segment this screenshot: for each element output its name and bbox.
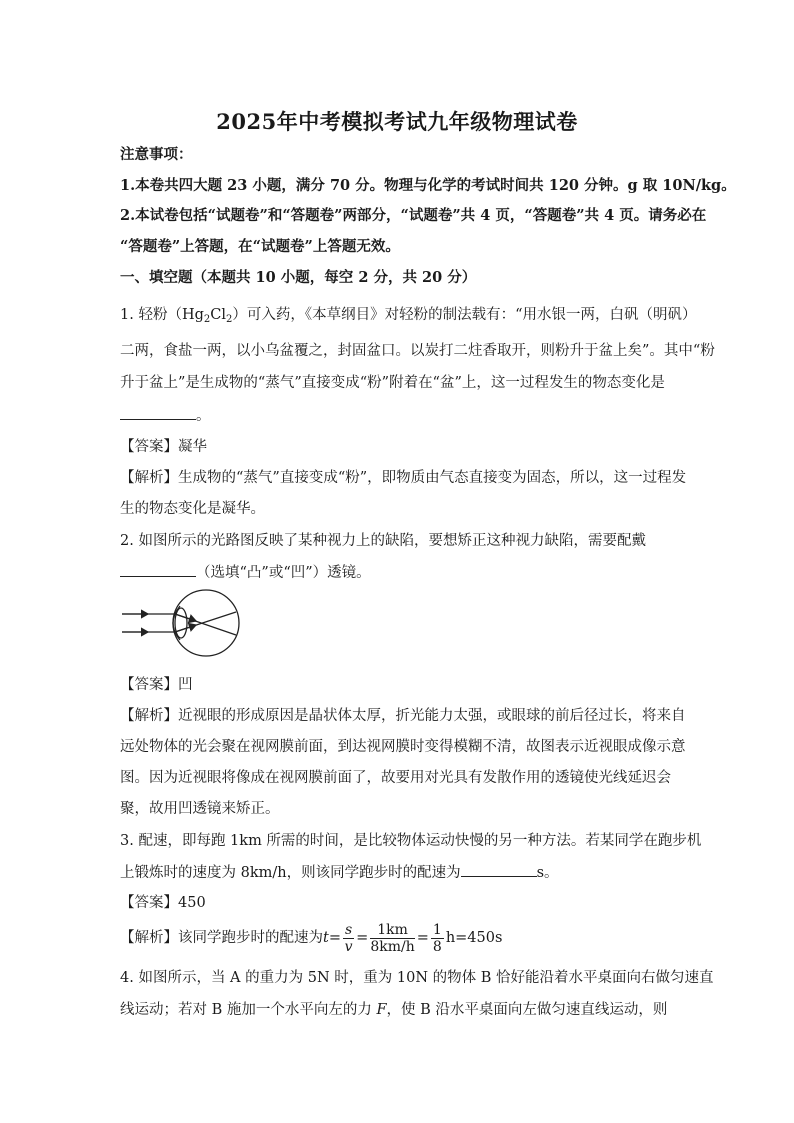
question-1-line-1 xyxy=(120,305,697,330)
notice-item-2a: 2.本试卷包括“试题卷”和“答题卷”两部分，“试题卷”共 4 页，“答题卷”共 4 页。请务必在 xyxy=(120,207,707,224)
cornea-shape xyxy=(173,606,180,640)
question-2-line-1: 2. 如图所示的光路图反映了某种视力上的缺陷，要想矫正这种视力缺陷，需要配戴 xyxy=(120,533,646,549)
question-3-line-2: 上锻炼时的速度为 8km/h，则该同学跑步时的配速为 s。 xyxy=(120,862,559,883)
answer-blank xyxy=(461,862,537,877)
page-title: 2025年中考模拟考试九年级物理试卷 xyxy=(216,109,578,134)
q1-suffix: ）可入药，《本草纲目》对轻粉的制法载有：“用水银一两，白矾（明矾） xyxy=(232,307,697,323)
question-2-line-2: （选填“凸”或“凹”）透镜。 xyxy=(120,562,371,583)
question-1-line-4: 。 xyxy=(120,405,211,426)
question-1-analysis-1: 【解析】生成物的“蒸气”直接变成“粉”，即物质由气态直接变为固态，所以，这一过程发 xyxy=(120,470,687,486)
question-1-line-3: 升于盆上”是生成物的“蒸气”直接变成“粉”附着在“盆”上，这一过程发生的物态变化是 xyxy=(120,375,665,391)
formula-one-eighth: $\frac{1}{8}$ xyxy=(432,921,442,955)
question-2-answer: 【答案】凹 xyxy=(120,677,193,693)
answer-blank xyxy=(120,562,196,577)
notice-item-2b: “答题卷”上答题，在“试题卷”上答题无效。 xyxy=(120,238,400,255)
formula-s-over-v: $\frac{s}{v}$ xyxy=(344,921,353,955)
question-4-line-2: 线运动；若对 B 施加一个水平向左的力 F，使 B 沿水平桌面向左做匀速直线运动，则 xyxy=(120,1002,668,1018)
question-3-analysis: 【解析】该同学跑步时的配速为t= $\frac{s}{v}$ = $\frac{1km}{8km/h}$ = $\frac{1}{8}$ h=450s xyxy=(120,921,503,955)
eye-ray-diagram xyxy=(118,585,268,665)
question-2-analysis-2: 远处物体的光会聚在视网膜前面，到达视网膜时变得模糊不清，故图表示近视眼成像示意 xyxy=(120,739,686,755)
q1-formula: $Hg_2Cl_2$ xyxy=(181,307,233,325)
question-2-analysis-1: 【解析】近视眼的形成原因是晶状体太厚，折光能力太强，或眼球的前后径过长，将来自 xyxy=(120,708,686,724)
lens-shape xyxy=(175,608,187,638)
q1-prefix: 1. 轻粉（ xyxy=(120,307,182,323)
formula-km-fraction: $\frac{1km}{8km/h}$ xyxy=(370,921,415,955)
notice-heading: 注意事项： xyxy=(120,146,193,163)
question-2-analysis-3: 图。因为近视眼将像成在视网膜前面了，故要用对光具有发散作用的透镜使光线延迟会 xyxy=(120,770,671,786)
question-1-answer: 【答案】凝华 xyxy=(120,439,207,455)
notice-item-1: 1.本卷共四大题 23 小题，满分 70 分。物理与化学的考试时间共 120 分钟。g 取 10N/kg。 xyxy=(120,177,736,194)
question-1-analysis-2: 生的物态变化是凝华。 xyxy=(120,501,265,517)
question-4-line-1: 4. 如图所示，当 A 的重力为 5N 时，重为 10N 的物体 B 恰好能沿着水平桌面向右做匀速直 xyxy=(120,970,714,986)
eyeball-shape xyxy=(173,590,239,656)
question-2-analysis-4: 聚，故用凹透镜来矫正。 xyxy=(120,801,280,817)
answer-blank xyxy=(120,405,196,420)
question-3-answer: 【答案】450 xyxy=(120,895,206,911)
question-3-line-1: 3. 配速，即每跑 1km 所需的时间，是比较物体运动快慢的另一种方法。若某同学在跑步机 xyxy=(120,833,702,849)
section-1-heading: 一、填空题（本题共 10 小题，每空 2 分，共 20 分） xyxy=(120,269,477,286)
question-1-line-2: 二两，食盐一两，以小乌盆覆之，封固盆口。以炭打二炷香取开，则粉升于盆上矣”。其中“粉 xyxy=(120,343,715,359)
